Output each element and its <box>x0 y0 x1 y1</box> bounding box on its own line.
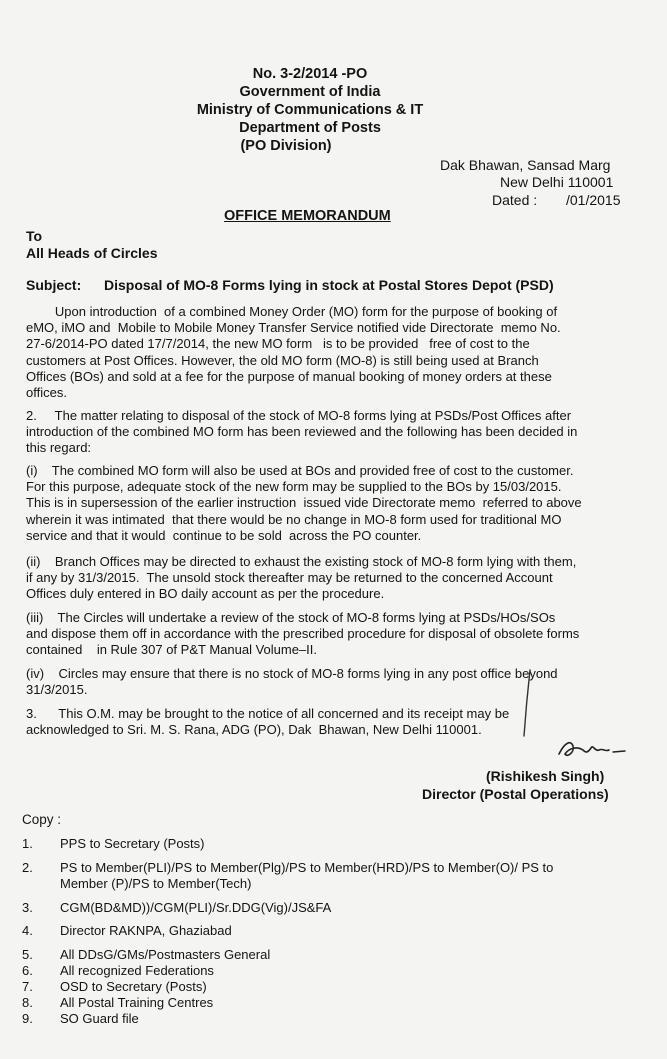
text-line: eMO, iMO and Mobile to Mobile Money Transfer Service notified vide Directorate memo No. <box>26 320 561 336</box>
copy-item-text: All DDsG/GMs/Postmasters General <box>60 947 271 962</box>
copy-label: Copy : <box>22 812 62 827</box>
document-type-heading: OFFICE MEMORANDUM <box>224 208 391 224</box>
copy-item <box>22 836 205 852</box>
address-line-1: Dak Bhawan, Sansad Marg <box>440 157 611 173</box>
text-line: contained in Rule 307 of P&T Manual Volume–II. <box>26 642 317 658</box>
copy-item-text: All recognized Federations <box>60 963 214 978</box>
copy-item-number: 6. <box>22 963 33 978</box>
text-line: offices. <box>26 385 67 401</box>
text-line: acknowledged to Sri. M. S. Rana, ADG (PO), Dak Bhawan, New Delhi 110001. <box>26 722 482 738</box>
copy-item <box>22 923 232 939</box>
dated-label: Dated : <box>492 192 538 208</box>
copy-item <box>22 947 270 963</box>
copy-item-number: 5. <box>22 947 33 962</box>
text-line: (ii) Branch Offices may be directed to exhaust the existing stock of MO-8 form lying with them, <box>26 554 577 569</box>
text-line: service and that it would continue to be sold across the PO counter. <box>26 527 422 543</box>
copy-item <box>22 860 553 876</box>
text-line: 2. The matter relating to disposal of the stock of MO-8 forms lying at PSDs/Post Offices after <box>26 408 572 423</box>
text-line: if any by 31/3/2015. The unsold stock thereafter may be returned to the concerned Account <box>26 570 553 586</box>
handwritten-signature <box>555 736 635 764</box>
recipient: All Heads of Circles <box>26 245 158 261</box>
signatory-name: (Rishikesh Singh) <box>486 768 605 784</box>
text-line: For this purpose, adequate stock of the new form may be supplied to the BOs by 15/03/2015. <box>26 479 562 495</box>
copy-item <box>22 979 207 995</box>
text-line: (i) The combined MO form will also be used at BOs and provided free of cost to the customer. <box>26 463 574 478</box>
copy-item <box>22 1011 139 1027</box>
text-line: introduction of the combined MO form has been reviewed and the following has been decided in <box>26 424 578 440</box>
text-line: 31/3/2015. <box>26 682 88 698</box>
copy-item <box>22 995 213 1011</box>
item-i <box>26 463 626 544</box>
division-line: (PO Division) <box>240 138 332 154</box>
text-line: customers at Post Offices. However, the old MO form (MO-8) is still being used at Branch <box>26 352 539 368</box>
copy-item-text: All Postal Training Centres <box>60 995 214 1010</box>
text-line: Offices (BOs) and sold at a fee for the purpose of manual booking of money orders at these <box>26 368 552 384</box>
paragraph-1 <box>26 304 626 401</box>
copy-item-text: SO Guard file <box>60 1011 139 1026</box>
text-line: Offices duly entered in BO daily account as per the procedure. <box>26 586 385 602</box>
copy-item-number: 8. <box>22 995 33 1010</box>
copy-item-number: 1. <box>22 836 33 851</box>
copy-item-text: PS to Member(PLI)/PS to Member(Plg)/PS to Member(HRD)/PS to Member(O)/ PS to <box>60 860 554 875</box>
copy-item-text: OSD to Secretary (Posts) <box>60 979 207 994</box>
memo-number: No. 3-2/2014 -PO <box>252 66 368 82</box>
item-ii <box>26 554 626 603</box>
department-line: Department of Posts <box>239 120 381 136</box>
copy-item-text: PPS to Secretary (Posts) <box>60 836 205 851</box>
signatory-title: Director (Postal Operations) <box>422 786 609 802</box>
copy-item-number: 4. <box>22 923 33 938</box>
dated-value: /01/2015 <box>566 192 621 208</box>
address-line-2: New Delhi 110001 <box>500 174 614 190</box>
copy-item-text: CGM(BD&MD))/CGM(PLI)/Sr.DDG(Vig)/JS&FA <box>60 900 332 915</box>
text-line: Upon introduction of a combined Money Order (MO) form for the purpose of booking of <box>26 304 558 319</box>
text-line: (iv) Circles may ensure that there is no stock of MO-8 forms lying in any post office beyond <box>26 666 558 681</box>
copy-item <box>22 963 214 979</box>
text-line: and dispose them off in accordance with the prescribed procedure for disposal of obsolete forms <box>26 626 580 642</box>
text-line: (iii) The Circles will undertake a review of the stock of MO-8 forms lying at PSDs/HOs/SOs <box>26 610 556 625</box>
pen-mark <box>510 668 540 738</box>
government-line: Government of India <box>239 84 381 100</box>
ministry-line: Ministry of Communications & IT <box>196 102 424 118</box>
text-line: wherein it was intimated that there would be no change in MO-8 form used for traditional MO <box>26 511 562 527</box>
copy-item-number: 2. <box>22 860 33 875</box>
text-line: 27-6/2014-PO dated 17/7/2014, the new MO form is to be provided free of cost to the <box>26 336 530 352</box>
copy-item-number: 7. <box>22 979 33 994</box>
text-line: 3. This O.M. may be brought to the notice of all concerned and its receipt may be <box>26 706 510 721</box>
paragraph-2 <box>26 408 626 457</box>
text-line: this regard: <box>26 440 92 456</box>
copy-item-text: Director RAKNPA, Ghaziabad <box>60 923 232 938</box>
subject-label: Subject: <box>26 277 82 293</box>
to-label: To <box>26 228 43 244</box>
subject-text: Disposal of MO-8 Forms lying in stock at Postal Stores Depot (PSD) <box>104 277 554 293</box>
item-iii <box>26 610 626 659</box>
copy-item-continuation: Member (P)/PS to Member(Tech) <box>60 876 252 891</box>
copy-item <box>22 900 331 916</box>
text-line: This is in supersession of the earlier instruction issued vide Directorate memo referred to above <box>26 495 582 511</box>
copy-item-number: 9. <box>22 1011 33 1026</box>
copy-item-number: 3. <box>22 900 33 915</box>
